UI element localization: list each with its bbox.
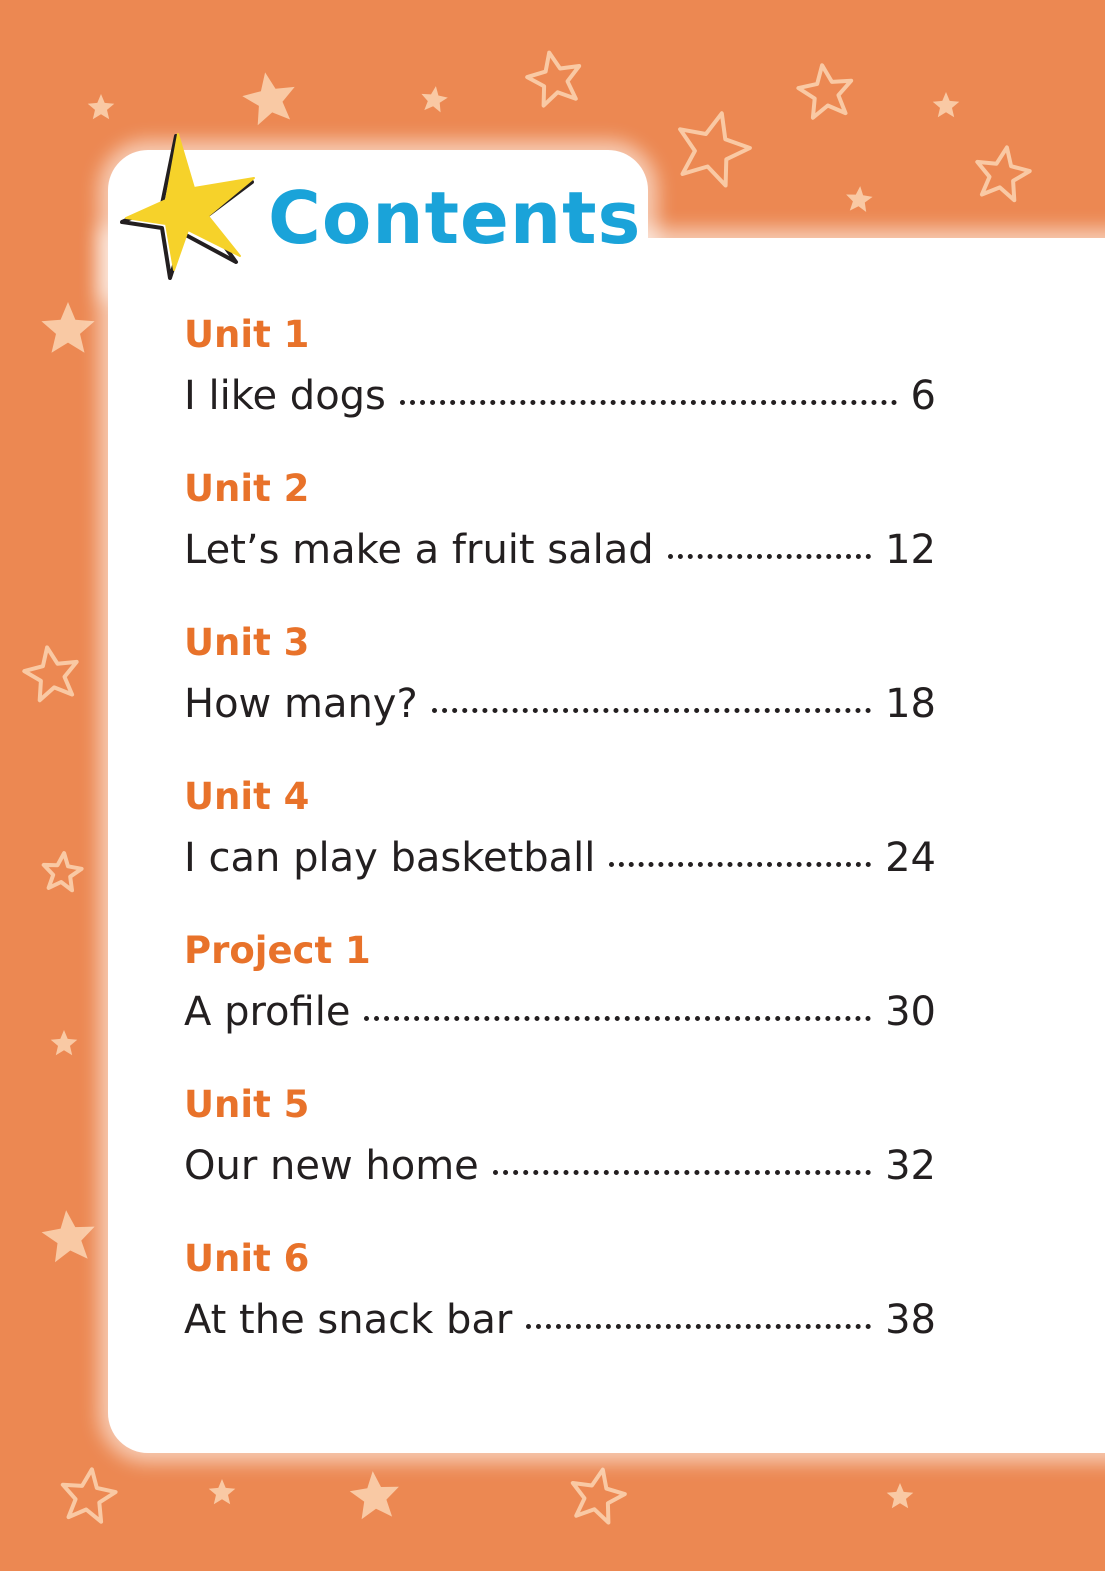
- star-icon: [209, 1479, 236, 1504]
- star-icon: [933, 92, 960, 117]
- toc-line: [184, 1130, 936, 1202]
- toc-line: [184, 514, 936, 586]
- dot-leader: [432, 708, 871, 713]
- toc-entry[interactable]: [184, 772, 936, 926]
- star-icon: [63, 1469, 116, 1521]
- dot-leader: [668, 554, 871, 559]
- toc-entry[interactable]: [184, 618, 936, 772]
- star-icon: [798, 65, 851, 117]
- unit-title: I like dogs: [184, 373, 386, 419]
- star-icon: [887, 1483, 914, 1508]
- star-icon: [51, 1030, 78, 1055]
- star-icon: [977, 147, 1029, 200]
- toc-line: [184, 1284, 936, 1356]
- toc-entry[interactable]: [184, 310, 936, 464]
- table-of-contents: [184, 310, 936, 1388]
- toc-line: [184, 822, 936, 894]
- dot-leader: [400, 400, 897, 405]
- page-number: 12: [885, 527, 936, 573]
- star-icon: [24, 647, 76, 700]
- unit-label: Unit 6: [184, 1237, 310, 1280]
- page-number: 38: [885, 1297, 936, 1343]
- star-icon: [41, 302, 94, 353]
- star-icon: [350, 1471, 399, 1519]
- star-icon: [118, 130, 258, 280]
- page-number: 30: [885, 989, 936, 1035]
- unit-title: Our new home: [184, 1143, 479, 1189]
- star-icon: [680, 113, 750, 185]
- unit-title: How many?: [184, 681, 418, 727]
- page-number: 24: [885, 835, 936, 881]
- project-label: Project 1: [184, 929, 371, 972]
- toc-entry[interactable]: [184, 464, 936, 618]
- star-icon: [88, 94, 115, 119]
- star-icon: [242, 72, 294, 125]
- unit-label: Unit 4: [184, 775, 310, 818]
- unit-title: I can play basketball: [184, 835, 596, 881]
- star-icon: [42, 1210, 95, 1262]
- star-icon: [527, 53, 579, 106]
- toc-line: [184, 360, 936, 432]
- unit-title: Let’s make a fruit salad: [184, 527, 654, 573]
- star-icon: [421, 86, 447, 112]
- page-title: Contents: [268, 176, 642, 260]
- dot-leader: [609, 862, 871, 867]
- page-number: 6: [910, 373, 936, 419]
- dot-leader: [493, 1170, 871, 1175]
- page-number: 18: [885, 681, 936, 727]
- star-icon: [846, 186, 873, 212]
- dot-leader: [526, 1324, 871, 1329]
- unit-label: Unit 5: [184, 1083, 310, 1126]
- toc-entry[interactable]: [184, 1080, 936, 1234]
- star-icon: [44, 853, 82, 890]
- toc-entry[interactable]: [184, 926, 936, 1080]
- unit-title: At the snack bar: [184, 1297, 513, 1343]
- unit-label: Unit 2: [184, 467, 310, 510]
- toc-entry[interactable]: [184, 1234, 936, 1388]
- unit-label: Unit 3: [184, 621, 310, 664]
- star-icon: [573, 1470, 625, 1523]
- page-number: 32: [885, 1143, 936, 1189]
- unit-title: A profile: [184, 989, 351, 1035]
- unit-label: Unit 1: [184, 313, 310, 356]
- dot-leader: [364, 1016, 871, 1021]
- toc-line: [184, 668, 936, 740]
- toc-line: [184, 976, 936, 1048]
